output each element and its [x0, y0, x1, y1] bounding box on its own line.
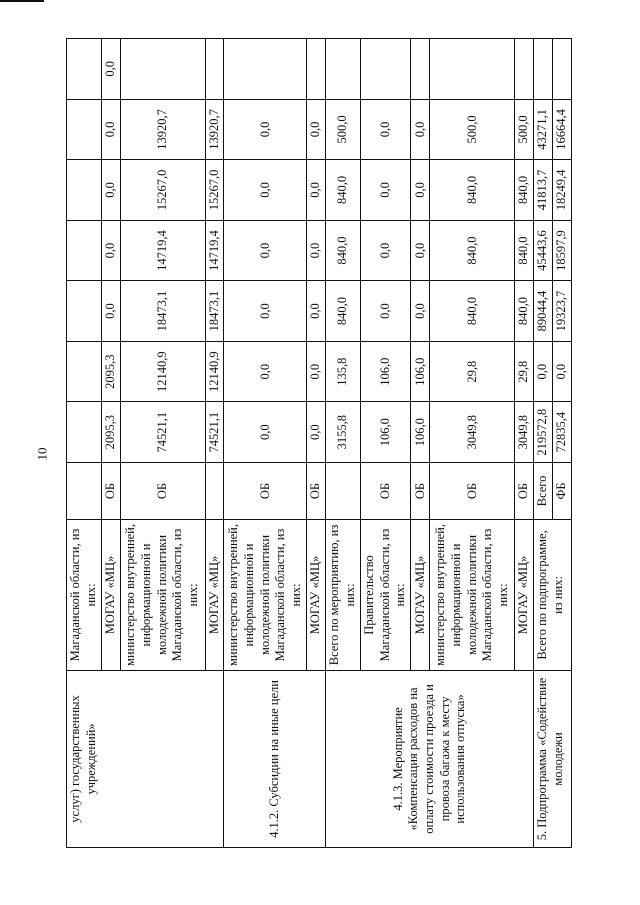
value-cell: 135,8 — [326, 341, 361, 402]
value-cell: 72835,4 — [553, 402, 572, 463]
value-cell: 500,0 — [515, 99, 534, 160]
value-cell: 15267,0 — [120, 160, 205, 221]
executor-cell: министерство внутренней, информационной и молодежной политики Магаданской области, из них: — [430, 520, 515, 671]
fund-cell: ОБ — [411, 462, 430, 519]
executor-cell: МОГАУ «МЦ» — [515, 520, 534, 671]
value-cell: 16664,4 — [553, 99, 572, 160]
value-cell: 13920,7 — [205, 99, 224, 160]
value-cell — [120, 39, 205, 100]
value-cell: 0,0 — [553, 341, 572, 402]
value-cell: 2095,3 — [101, 341, 120, 402]
value-cell: 0,0 — [101, 39, 120, 100]
value-cell: 29,8 — [515, 341, 534, 402]
executor-cell: МОГАУ «МЦ» — [205, 520, 224, 671]
fund-cell: ОБ — [360, 462, 411, 519]
executor-cell: министерство внутренней, информационной и молодежной политики Магаданской области, из них: — [224, 520, 307, 671]
value-cell: 18597,9 — [553, 220, 572, 281]
fund-cell: ОБ — [430, 462, 515, 519]
value-cell: 840,0 — [515, 281, 534, 342]
value-cell — [205, 39, 224, 100]
fund-cell: ОБ — [515, 462, 534, 519]
value-cell: 0,0 — [307, 281, 326, 342]
value-cell: 0,0 — [307, 99, 326, 160]
value-cell: 45443,6 — [534, 220, 553, 281]
value-cell — [67, 220, 102, 281]
value-cell: 840,0 — [515, 220, 534, 281]
value-cell: 29,8 — [430, 341, 515, 402]
value-cell: 43271,1 — [534, 99, 553, 160]
table-row — [326, 39, 361, 848]
executor-cell: Правительство Магаданской области, из них: — [360, 520, 411, 671]
value-cell: 0,0 — [411, 160, 430, 221]
fund-cell: ОБ — [120, 462, 205, 519]
fund-cell — [67, 462, 102, 519]
value-cell: 0,0 — [411, 220, 430, 281]
fund-cell: ОБ — [101, 462, 120, 519]
value-cell — [67, 160, 102, 221]
value-cell: 74521,1 — [120, 402, 205, 463]
value-cell — [553, 39, 572, 100]
value-cell: 840,0 — [430, 220, 515, 281]
value-cell: 0,0 — [101, 99, 120, 160]
value-cell: 2095,3 — [101, 402, 120, 463]
value-cell — [326, 39, 361, 100]
value-cell: 0,0 — [360, 220, 411, 281]
value-cell: 0,0 — [101, 220, 120, 281]
value-cell — [515, 39, 534, 100]
value-cell: 0,0 — [307, 160, 326, 221]
value-cell: 500,0 — [430, 99, 515, 160]
value-cell: 106,0 — [411, 341, 430, 402]
measure-cell: услуг) государственных учреждений» — [67, 670, 224, 847]
value-cell: 18473,1 — [120, 281, 205, 342]
executor-cell: Всего по подпрограмме, из них: — [534, 520, 572, 671]
value-cell: 500,0 — [326, 99, 361, 160]
fund-cell: Всего — [534, 462, 553, 519]
fund-cell: ОБ — [224, 462, 307, 519]
value-cell: 840,0 — [326, 281, 361, 342]
value-cell: 0,0 — [224, 402, 307, 463]
value-cell: 0,0 — [101, 160, 120, 221]
measure-cell: 4.1.3. Мероприятие «Компенсация расходов на оплату стоимости проезда и провоза багажа к месту использования отпуска» — [326, 670, 534, 847]
fund-cell — [205, 462, 224, 519]
value-cell: 106,0 — [360, 341, 411, 402]
value-cell: 840,0 — [326, 220, 361, 281]
value-cell: 0,0 — [224, 220, 307, 281]
value-cell: 74521,1 — [205, 402, 224, 463]
value-cell: 0,0 — [360, 160, 411, 221]
value-cell — [360, 39, 411, 100]
executor-cell: МОГАУ «МЦ» — [101, 520, 120, 671]
fund-cell: ФБ — [553, 462, 572, 519]
value-cell: 0,0 — [411, 99, 430, 160]
value-cell: 41813,7 — [534, 160, 553, 221]
value-cell: 14719,4 — [205, 220, 224, 281]
value-cell: 12140,9 — [205, 341, 224, 402]
value-cell — [534, 39, 553, 100]
measure-cell: 4.1.2. Субсидии на иные цели — [224, 670, 326, 847]
value-cell: 106,0 — [360, 402, 411, 463]
value-cell: 0,0 — [224, 281, 307, 342]
executor-cell: МОГАУ «МЦ» — [307, 520, 326, 671]
value-cell: 840,0 — [326, 160, 361, 221]
value-cell: 0,0 — [360, 99, 411, 160]
executor-cell: Магаданской области, из них: — [67, 520, 102, 671]
table-row — [67, 39, 102, 848]
value-cell: 0,0 — [411, 281, 430, 342]
value-cell — [67, 341, 102, 402]
executor-cell: МОГАУ «МЦ» — [411, 520, 430, 671]
value-cell: 0,0 — [534, 341, 553, 402]
table-row — [224, 39, 307, 848]
table-row — [534, 39, 553, 848]
value-cell: 0,0 — [224, 341, 307, 402]
value-cell: 89044,4 — [534, 281, 553, 342]
value-cell: 106,0 — [411, 402, 430, 463]
value-cell: 0,0 — [307, 341, 326, 402]
value-cell: 0,0 — [101, 281, 120, 342]
value-cell: 12140,9 — [120, 341, 205, 402]
top-rule — [0, 0, 44, 2]
fund-cell: ОБ — [307, 462, 326, 519]
rotated-table-sheet — [66, 38, 572, 848]
value-cell: 0,0 — [224, 160, 307, 221]
value-cell: 3049,8 — [430, 402, 515, 463]
value-cell — [67, 39, 102, 100]
page-number: 10 — [34, 447, 50, 461]
value-cell: 3155,8 — [326, 402, 361, 463]
value-cell: 219572,8 — [534, 402, 553, 463]
value-cell: 840,0 — [430, 281, 515, 342]
value-cell: 0,0 — [307, 402, 326, 463]
value-cell: 3049,8 — [515, 402, 534, 463]
value-cell — [67, 99, 102, 160]
fund-cell — [326, 462, 361, 519]
executor-cell: министерство внутренней, информационной и молодежной политики Магаданской области, из них: — [120, 520, 205, 671]
value-cell — [67, 281, 102, 342]
value-cell — [430, 39, 515, 100]
budget-table — [66, 38, 572, 848]
measure-cell: 5. Подпрограмма «Содействие молодежи — [534, 670, 572, 847]
value-cell: 15267,0 — [205, 160, 224, 221]
value-cell — [67, 402, 102, 463]
value-cell: 19323,7 — [553, 281, 572, 342]
value-cell: 0,0 — [224, 99, 307, 160]
value-cell — [411, 39, 430, 100]
executor-cell: Всего по мероприятию, из них: — [326, 520, 361, 671]
value-cell: 840,0 — [430, 160, 515, 221]
value-cell: 840,0 — [515, 160, 534, 221]
value-cell: 0,0 — [360, 281, 411, 342]
value-cell — [224, 39, 307, 100]
value-cell: 13920,7 — [120, 99, 205, 160]
value-cell: 18249,4 — [553, 160, 572, 221]
value-cell: 14719,4 — [120, 220, 205, 281]
value-cell — [307, 39, 326, 100]
value-cell: 0,0 — [307, 220, 326, 281]
value-cell: 18473,1 — [205, 281, 224, 342]
